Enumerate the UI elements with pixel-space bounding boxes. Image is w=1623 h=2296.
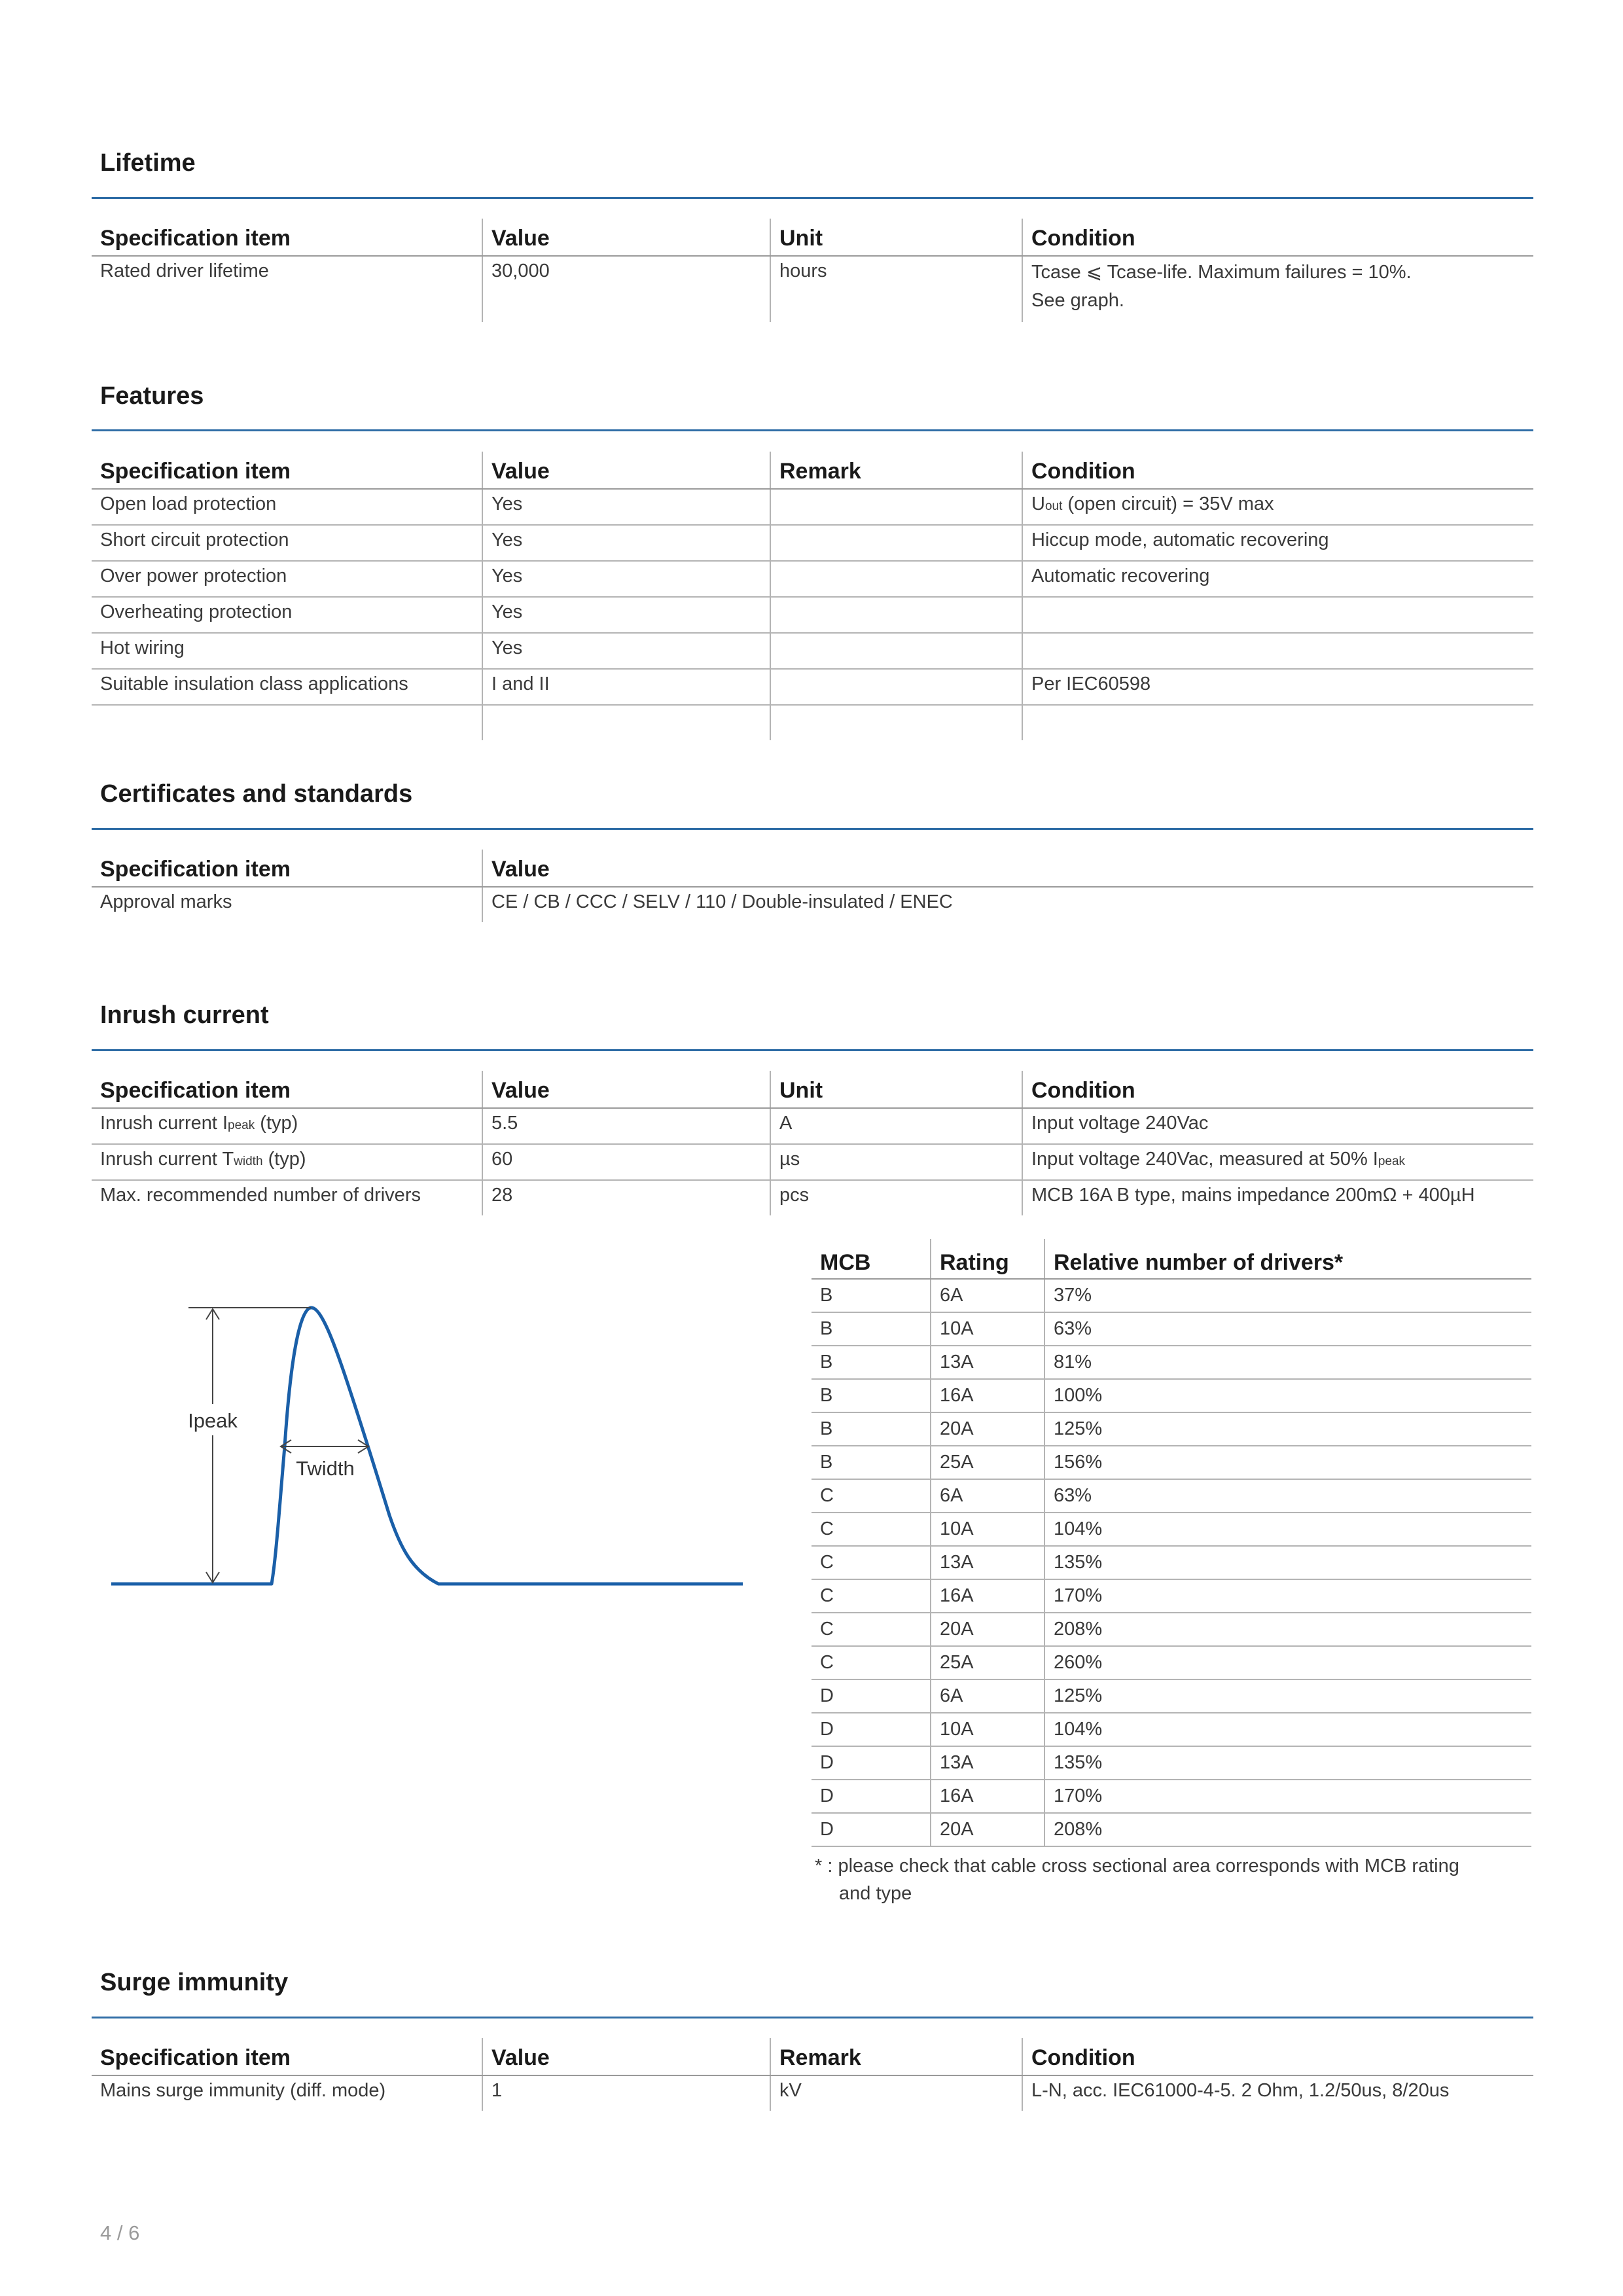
waveform-curve	[111, 1308, 743, 1584]
section-title-inrush: Inrush current	[100, 1001, 269, 1029]
mcb-type: D	[812, 1813, 931, 1846]
table-header-row	[92, 219, 1533, 256]
table-row	[92, 597, 1533, 633]
section-title-lifetime: Lifetime	[100, 149, 196, 177]
subscript: out	[1044, 499, 1063, 513]
table-row	[812, 1613, 1531, 1646]
mcb-type: C	[812, 1646, 931, 1679]
spec-condition: Input voltage 240Vac	[1022, 1108, 1533, 1144]
relative-drivers: 135%	[1044, 1546, 1531, 1579]
section-divider	[92, 1049, 1533, 1051]
mcb-type: C	[812, 1579, 931, 1613]
relative-drivers: 260%	[1044, 1646, 1531, 1679]
mcb-rating: 20A	[931, 1813, 1044, 1846]
section-title-surge: Surge immunity	[100, 1969, 289, 1996]
table-row	[92, 525, 1533, 561]
spec-item: Approval marks	[100, 891, 232, 912]
table-row	[92, 887, 1533, 922]
spec-item: Rated driver lifetime	[100, 260, 269, 281]
spec-remark	[770, 489, 1022, 525]
relative-drivers: 63%	[1044, 1479, 1531, 1513]
table-row	[812, 1513, 1531, 1546]
mcb-type: B	[812, 1312, 931, 1346]
item-text: (typ)	[262, 1149, 306, 1170]
condition-text: Input voltage 240Vac, measured at 50% I	[1031, 1149, 1378, 1170]
mcb-rating: 16A	[931, 1579, 1044, 1613]
relative-drivers: 104%	[1044, 1513, 1531, 1546]
mcb-type: C	[812, 1479, 931, 1513]
spec-condition	[1022, 597, 1533, 633]
mcb-rating: 10A	[931, 1312, 1044, 1346]
mcb-type: C	[812, 1513, 931, 1546]
section-divider	[92, 429, 1533, 431]
table-header-row	[812, 1239, 1531, 1279]
table-row	[92, 489, 1533, 525]
column-header: Condition	[1022, 2038, 1533, 2075]
spec-item: Suitable insulation class applications	[92, 669, 482, 705]
mcb-rating: 20A	[931, 1613, 1044, 1646]
surge-table	[92, 2038, 1533, 2111]
spec-remark	[770, 669, 1022, 705]
section-divider	[92, 197, 1533, 199]
table-row	[812, 1713, 1531, 1746]
table-row	[812, 1312, 1531, 1346]
table-row	[92, 1108, 1533, 1144]
spec-item	[92, 1144, 482, 1180]
relative-drivers: 135%	[1044, 1746, 1531, 1780]
spec-item: Open load protection	[92, 489, 482, 525]
mcb-type: C	[812, 1613, 931, 1646]
table-row-empty	[92, 705, 1533, 740]
spec-value: CE / CB / CCC / SELV / 110 / Double-insulated / ENEC	[482, 887, 1533, 922]
spec-condition: L-N, acc. IEC61000-4-5. 2 Ohm, 1.2/50us, 8/20us	[1022, 2075, 1533, 2111]
section-title-certificates: Certificates and standards	[100, 780, 413, 808]
spec-value: 5.5	[482, 1108, 770, 1144]
table-row	[812, 1546, 1531, 1579]
empty-cell	[770, 705, 1022, 740]
spec-item: Overheating protection	[92, 597, 482, 633]
column-header: Unit	[770, 1071, 1022, 1108]
relative-drivers: 104%	[1044, 1713, 1531, 1746]
table-row	[812, 1679, 1531, 1713]
item-text: Inrush current I	[100, 1113, 228, 1134]
spec-unit: hours	[770, 256, 1022, 322]
table-row	[92, 1180, 1533, 1215]
table-row	[812, 1813, 1531, 1846]
mcb-type: D	[812, 1713, 931, 1746]
mcb-type: B	[812, 1279, 931, 1312]
table-header-row	[92, 850, 1533, 887]
mcb-rating: 25A	[931, 1446, 1044, 1479]
spec-unit: A	[770, 1108, 1022, 1144]
spec-value: Yes	[482, 561, 770, 597]
footnote-line: and type	[839, 1883, 912, 1904]
mcb-type: D	[812, 1780, 931, 1813]
table-row	[812, 1780, 1531, 1813]
column-header: Remark	[770, 2038, 1022, 2075]
column-header: Remark	[770, 452, 1022, 489]
table-row	[812, 1446, 1531, 1479]
spec-item	[92, 1108, 482, 1144]
inrush-waveform-diagram	[105, 1283, 759, 1610]
column-header: Specification item	[92, 850, 482, 887]
mcb-rating: 16A	[931, 1780, 1044, 1813]
spec-value: 60	[482, 1144, 770, 1180]
lifetime-table	[92, 219, 1533, 322]
section-divider	[92, 2017, 1533, 2018]
column-header: Specification item	[92, 219, 482, 256]
mcb-rating: 25A	[931, 1646, 1044, 1679]
column-header: Specification item	[92, 452, 482, 489]
spec-value: Yes	[482, 525, 770, 561]
spec-condition: MCB 16A B type, mains impedance 200mΩ + 400µH	[1022, 1180, 1533, 1215]
twidth-label: Twidth	[296, 1457, 355, 1480]
spec-remark: kV	[770, 2075, 1022, 2111]
table-header-row	[92, 452, 1533, 489]
spec-remark	[770, 597, 1022, 633]
mcb-rating: 13A	[931, 1546, 1044, 1579]
column-header: Relative number of drivers*	[1044, 1239, 1531, 1279]
spec-value: Yes	[482, 633, 770, 669]
section-title-features: Features	[100, 382, 204, 410]
table-row	[92, 2075, 1533, 2111]
table-row	[812, 1579, 1531, 1613]
table-row	[812, 1346, 1531, 1379]
mcb-footnote	[815, 1852, 1522, 1907]
relative-drivers: 100%	[1044, 1379, 1531, 1412]
spec-condition: Automatic recovering	[1022, 561, 1533, 597]
relative-drivers: 81%	[1044, 1346, 1531, 1379]
spec-item: Max. recommended number of drivers	[100, 1185, 421, 1206]
table-row	[812, 1379, 1531, 1412]
column-header: Value	[482, 2038, 770, 2075]
table-row	[812, 1746, 1531, 1780]
relative-drivers: 170%	[1044, 1780, 1531, 1813]
spec-value: 30,000	[482, 256, 770, 322]
table-row	[812, 1646, 1531, 1679]
column-header: Value	[482, 1071, 770, 1108]
spec-value: Yes	[482, 597, 770, 633]
inrush-table	[92, 1071, 1533, 1215]
column-header: Specification item	[92, 1071, 482, 1108]
condition-line: Tcase ⩽ Tcase-life. Maximum failures = 10%.	[1031, 262, 1412, 283]
spec-value: Yes	[482, 489, 770, 525]
condition-line: See graph.	[1031, 290, 1124, 311]
table-row	[812, 1279, 1531, 1312]
relative-drivers: 125%	[1044, 1412, 1531, 1446]
column-header: Specification item	[92, 2038, 482, 2075]
empty-cell	[92, 705, 482, 740]
column-header: MCB	[812, 1239, 931, 1279]
ipeak-label: Ipeak	[188, 1409, 238, 1432]
spec-value: 28	[482, 1180, 770, 1215]
table-row	[92, 561, 1533, 597]
subscript: width	[234, 1155, 263, 1168]
section-divider	[92, 828, 1533, 830]
item-text: Inrush current T	[100, 1149, 234, 1170]
relative-drivers: 156%	[1044, 1446, 1531, 1479]
mcb-rating: 6A	[931, 1279, 1044, 1312]
page-number: 4 / 6	[100, 2221, 140, 2244]
spec-condition: Per IEC60598	[1022, 669, 1533, 705]
table-row	[92, 1144, 1533, 1180]
mcb-type: D	[812, 1679, 931, 1713]
mcb-type: B	[812, 1346, 931, 1379]
empty-cell	[1022, 705, 1533, 740]
mcb-rating: 10A	[931, 1513, 1044, 1546]
relative-drivers: 208%	[1044, 1813, 1531, 1846]
table-header-row	[92, 2038, 1533, 2075]
mcb-rating: 13A	[931, 1746, 1044, 1780]
table-row	[92, 669, 1533, 705]
mcb-type: D	[812, 1746, 931, 1780]
condition-text: U	[1031, 493, 1045, 514]
table-row	[92, 633, 1533, 669]
footnote-line: * : please check that cable cross sectional area corresponds with MCB rating	[815, 1856, 1459, 1876]
subscript: peak	[228, 1119, 255, 1132]
relative-drivers: 208%	[1044, 1613, 1531, 1646]
mcb-rating: 13A	[931, 1346, 1044, 1379]
certificates-table	[92, 850, 1533, 922]
relative-drivers: 63%	[1044, 1312, 1531, 1346]
spec-remark	[770, 525, 1022, 561]
column-header: Value	[482, 850, 1533, 887]
column-header: Value	[482, 219, 770, 256]
mcb-rating: 20A	[931, 1412, 1044, 1446]
column-header: Condition	[1022, 452, 1533, 489]
spec-condition	[1022, 633, 1533, 669]
features-table	[92, 452, 1533, 740]
mcb-type: B	[812, 1412, 931, 1446]
spec-condition	[1022, 1144, 1533, 1180]
subscript: peak	[1378, 1155, 1406, 1168]
table-row	[812, 1412, 1531, 1446]
spec-condition: Hiccup mode, automatic recovering	[1022, 525, 1533, 561]
column-header: Condition	[1022, 1071, 1533, 1108]
spec-item: Short circuit protection	[92, 525, 482, 561]
mcb-type: B	[812, 1446, 931, 1479]
relative-drivers: 125%	[1044, 1679, 1531, 1713]
empty-cell	[482, 705, 770, 740]
relative-drivers: 37%	[1044, 1279, 1531, 1312]
spec-value: I and II	[482, 669, 770, 705]
spec-condition	[1022, 256, 1533, 322]
mcb-rating: 10A	[931, 1713, 1044, 1746]
column-header: Condition	[1022, 219, 1533, 256]
relative-drivers: 170%	[1044, 1579, 1531, 1613]
spec-remark	[770, 561, 1022, 597]
mcb-rating: 6A	[931, 1679, 1044, 1713]
spec-remark	[770, 633, 1022, 669]
spec-item: Over power protection	[92, 561, 482, 597]
column-header: Value	[482, 452, 770, 489]
mcb-rating: 16A	[931, 1379, 1044, 1412]
spec-value: 1	[482, 2075, 770, 2111]
mcb-type: C	[812, 1546, 931, 1579]
spec-item: Hot wiring	[92, 633, 482, 669]
mcb-type: B	[812, 1379, 931, 1412]
condition-text: (open circuit) = 35V max	[1062, 493, 1274, 514]
mcb-table	[812, 1239, 1531, 1847]
table-header-row	[92, 1071, 1533, 1108]
column-header: Rating	[931, 1239, 1044, 1279]
spec-item: Mains surge immunity (diff. mode)	[100, 2080, 386, 2101]
mcb-rating: 6A	[931, 1479, 1044, 1513]
table-row	[812, 1479, 1531, 1513]
spec-unit: pcs	[770, 1180, 1022, 1215]
table-row	[92, 256, 1533, 322]
spec-condition	[1022, 489, 1533, 525]
spec-unit: µs	[770, 1144, 1022, 1180]
item-text: (typ)	[255, 1113, 298, 1134]
column-header: Unit	[770, 219, 1022, 256]
